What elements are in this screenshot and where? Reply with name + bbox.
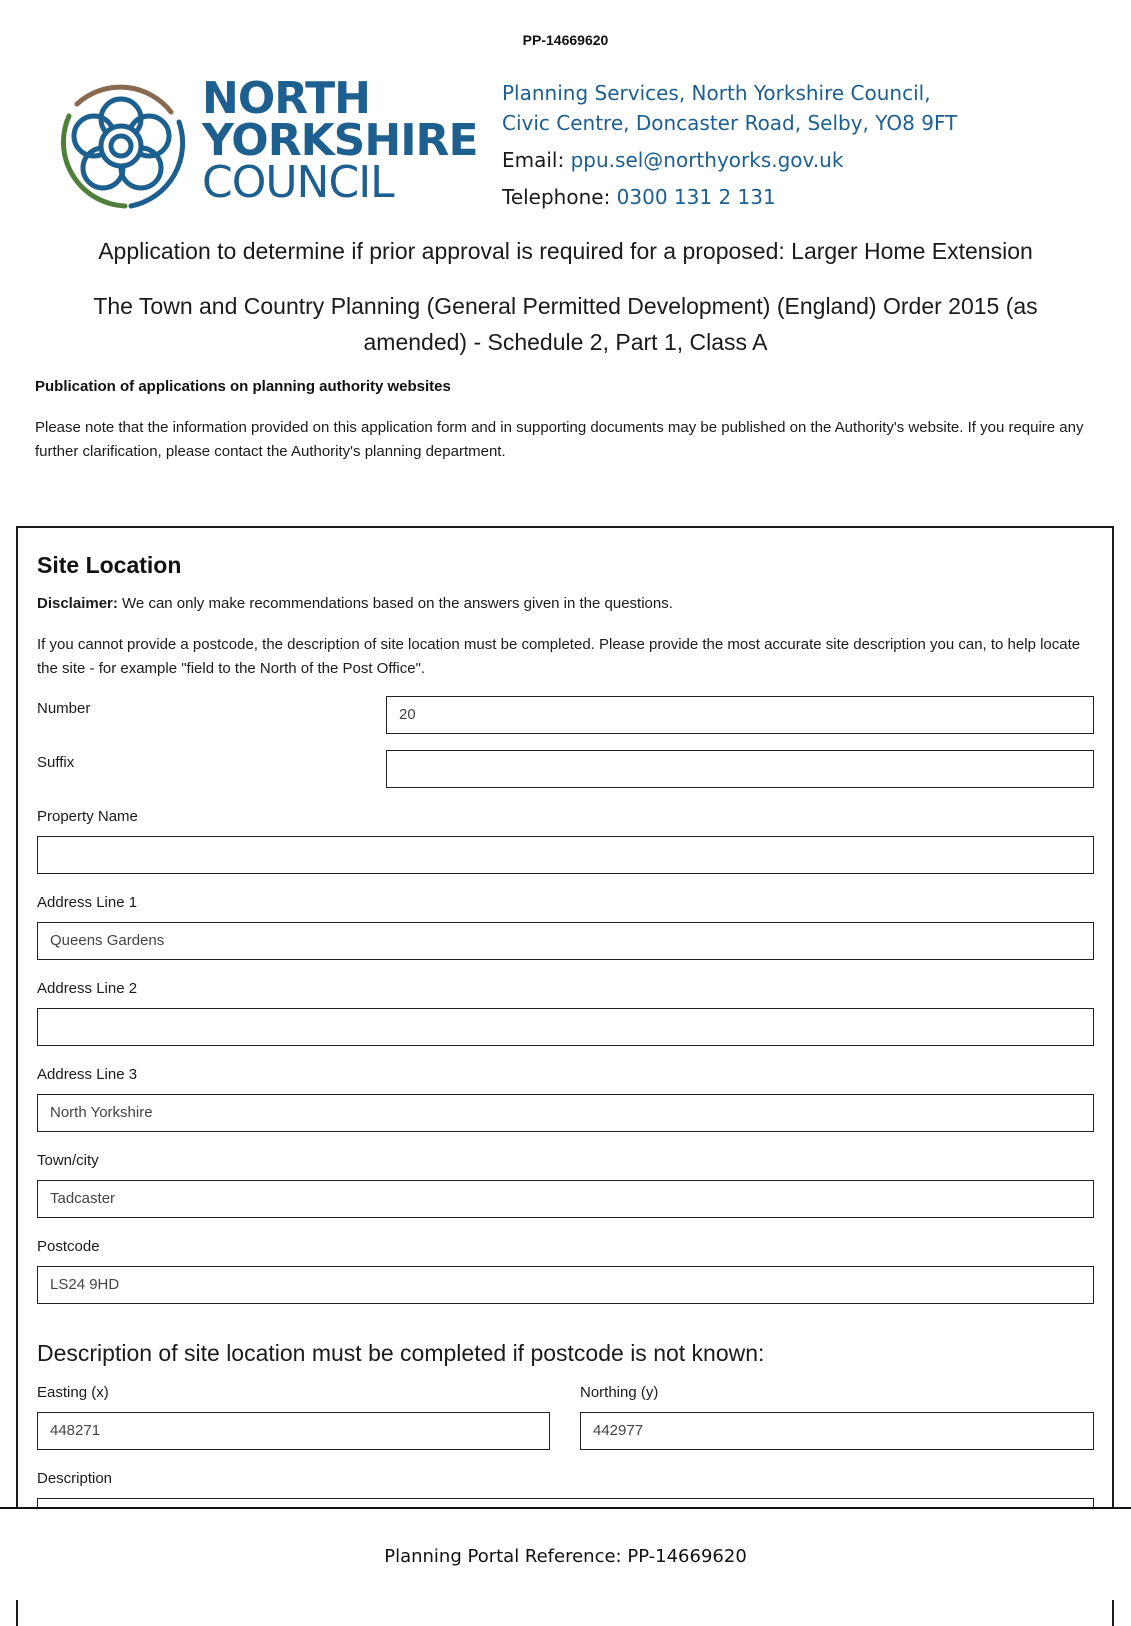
disclaimer [37,595,673,612]
logo-line-north: NORTH [202,73,370,124]
publication-body: Please note that the information provided on this application form and in supporting documents may be published on the Authority's website. If you require any further clarification, please contact the Authority's planning department. [35,419,1084,460]
address-line-2-label: Address Line 2 [37,980,138,997]
address-line-1: Planning Services, North Yorkshire Council, [502,81,931,105]
postcode-label: Postcode [37,1238,100,1255]
address-line-1-label: Address Line 1 [37,894,138,911]
town-city-label: Town/city [37,1152,99,1169]
disclaimer-label: Disclaimer: [37,595,118,612]
logo-line-council: COUNCIL [202,157,394,208]
reference-number: PP-14669620 [522,32,609,48]
town-city-field[interactable]: Tadcaster [37,1180,1094,1218]
suffix-field[interactable] [386,750,1094,788]
publication-heading: Publication of applications on planning authority websites [35,378,451,395]
property-name-field[interactable] [37,836,1094,874]
contact-block [502,78,957,212]
easting-field[interactable]: 448271 [37,1412,550,1450]
logo-wordmark [202,73,478,208]
email-row [502,145,957,175]
disclaimer-text: We can only make recommendations based on the answers given in the questions. [117,595,673,612]
email-link[interactable]: ppu.sel@northyorks.gov.uk [570,148,844,172]
phone-link[interactable]: 0300 131 2 131 [616,185,776,209]
address-line-2: Civic Centre, Doncaster Road, Selby, YO8 9FT [502,111,958,135]
description-label: Description [37,1470,113,1487]
northing-label: Northing (y) [580,1384,659,1401]
northing-field[interactable]: 442977 [580,1412,1094,1450]
email-label: Email: [502,148,571,172]
site-info-text: If you cannot provide a postcode, the description of site location must be completed. Please provide the most accurate site description you can, to help locate the site - for example "field to the North of the Post Office". [37,636,1081,677]
site-location-section [16,526,1114,1626]
suffix-label: Suffix [37,754,75,771]
postcode-field[interactable]: LS24 9HD [37,1266,1094,1304]
description-heading: Description of site location must be completed if postcode is not known: [37,1340,765,1366]
address-line-3-field[interactable]: North Yorkshire [37,1094,1094,1132]
easting-label: Easting (x) [37,1384,109,1401]
number-label: Number [37,700,91,717]
property-name-label: Property Name [37,808,138,825]
footer-reference: Planning Portal Reference: PP-14669620 [384,1546,747,1567]
tudor-rose-icon [55,74,195,214]
phone-row [502,182,957,212]
number-field[interactable]: 20 [386,696,1094,734]
address-line-3-label: Address Line 3 [37,1066,138,1083]
footer-divider [0,1507,1131,1509]
logo-line-yorkshire: YORKSHIRE [202,115,478,166]
phone-label: Telephone: [502,185,617,209]
council-logo [55,73,478,214]
address-line-2-field[interactable] [37,1008,1094,1046]
form-title: Application to determine if prior approval is required for a proposed: Larger Home Extension [98,238,1033,264]
section-title: Site Location [37,552,182,578]
address-line-1-field[interactable]: Queens Gardens [37,922,1094,960]
form-subtitle: The Town and Country Planning (General Permitted Development) (England) Order 2015 (as amended) - Schedule 2, Part 1, Class A [93,293,1038,355]
